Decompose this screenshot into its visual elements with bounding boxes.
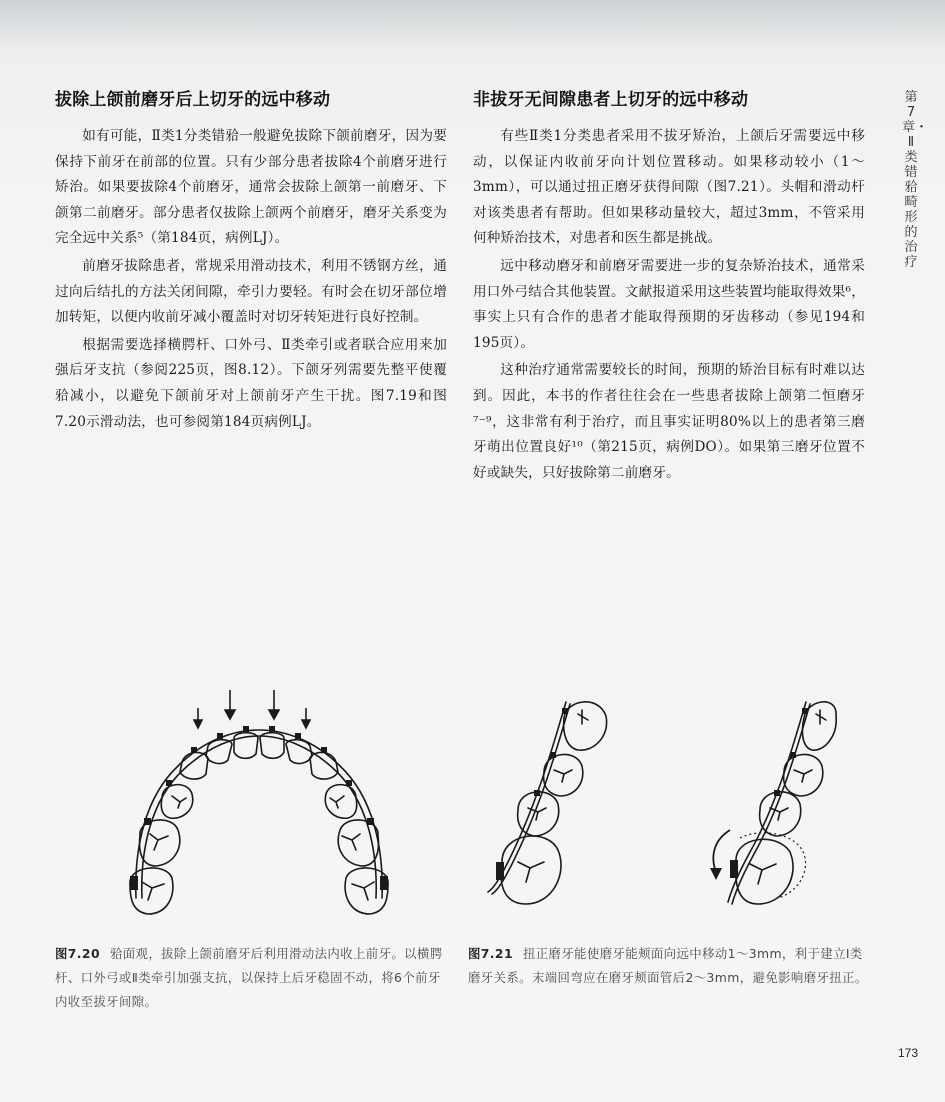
- left-paragraph-2: 前磨牙拔除患者，常规采用滑动技术，利用不锈钢方丝，通过向后结扎的方法关闭间隙，牵引力要轻。有时会在切牙部位增加转矩，以便内收前牙减小覆盖时对切牙转矩进行良好控制。: [55, 257, 447, 326]
- retraction-arrows: [194, 690, 310, 728]
- premolar-left: [161, 785, 192, 819]
- lateral-incisor-left: [206, 740, 232, 764]
- left-paragraph-3: 根据需要选择横腭杆、口外弓、Ⅱ类牵引或者联合应用来加强后牙支抗（参阅225页，图8.12）。下颌牙列需要先整平使覆𬌗减小，以避免下颌前牙对上颌前牙产生干扰。图7.19和图7.20示滑动法，也可参阅第184页病例LJ。: [55, 336, 447, 430]
- canine-left-diagram: [564, 702, 607, 750]
- lateral-incisor-right: [286, 740, 312, 764]
- molar-left-diagram: [501, 836, 561, 904]
- archwire: [136, 730, 382, 898]
- page-number: 173: [898, 1046, 919, 1060]
- molar-rotation-drawing: [478, 692, 838, 924]
- right-paragraph-1: 有些Ⅱ类1分类患者采用不拔牙矫治，上颌后牙需要远中移动，以保证内收前牙向计划位置移动。如果移动较小（1～3mm），可以通过扭正磨牙获得间隙（图7.21）。头帽和滑动杆对该类患者有帮助。但如果移动量较大，超过3mm，不管采用何种矫治技术，对患者和医生都是挑战。: [473, 128, 865, 247]
- canine-right: [310, 752, 338, 779]
- page-top-shadow: [0, 0, 945, 50]
- premolar-right: [325, 785, 356, 819]
- figure-7-21-caption: [468, 942, 870, 990]
- right-paragraph-2: 远中移动磨牙和前磨牙需要进一步的复杂矫治技术，通常采用口外弓结合其他装置。文献报道采用这些装置均能取得效果⁶，事实上只有合作的患者才能取得预期的牙齿移动（参见194和195页）。: [473, 257, 865, 351]
- figure-7-21-label: 图7.21: [468, 946, 513, 961]
- left-paragraph-1: 如有可能，Ⅱ类1分类错𬌗一般避免拔除下颌前磨牙，因为要保持下前牙在前部的位置。只有少部分患者拔除4个前磨牙进行矫治。如果要拔除4个前磨牙，通常会拔除上颌第一前磨牙、下颌第二前磨牙。部分患者仅拔除上颌两个前磨牙，磨牙关系变为完全远中关系⁵（第184页，病例LJ）。: [55, 128, 447, 247]
- archwire-inner: [142, 736, 376, 898]
- archwire-right: [728, 702, 806, 902]
- dental-arch-drawing: [116, 686, 402, 926]
- chapter-sidebar-label: 第7章・Ⅱ类错𬌗畸形的治疗: [902, 90, 929, 270]
- right-column: [473, 88, 865, 488]
- right-section-heading: 非拔牙无间隙患者上切牙的远中移动: [473, 90, 749, 110]
- figure-7-21-illustration: [478, 692, 838, 924]
- figure-7-20-caption: [55, 942, 447, 1014]
- figure-7-20-label: 图7.20: [55, 946, 100, 961]
- right-paragraph-3: 这种治疗通常需要较长的时间，预期的矫治目标有时难以达到。因此，本书的作者往往会在一些患者拔除上颌第二恒磨牙⁷⁻⁹，这非常有利于治疗，而且事实证明80%以上的患者第三磨牙萌出位置良好¹⁰（第215页，病例DO）。如果第三磨牙位置不好或缺失，只好拔除第二前磨牙。: [473, 362, 865, 481]
- figure-7-20-illustration: [116, 686, 402, 926]
- rotation-arrow: [713, 830, 730, 872]
- canine-left: [180, 752, 208, 779]
- left-section-heading: 拔除上颌前磨牙后上切牙的远中移动: [55, 90, 331, 110]
- figure-7-20-caption-text: 𬌗面观，拔除上颌前磨牙后利用滑动法内收上前牙。以横腭杆、口外弓或Ⅱ类牵引加强支抗，以保持上后牙稳固不动，将6个前牙内收至拔牙间隙。: [55, 946, 443, 1009]
- left-column: [55, 88, 447, 437]
- figure-7-21-caption-text: 扭正磨牙能使磨牙能颊面向远中移动1～3mm，利于建立Ⅰ类磨牙关系。末端回弯应在磨牙颊面管后2～3mm，避免影响磨牙扭正。: [468, 946, 868, 985]
